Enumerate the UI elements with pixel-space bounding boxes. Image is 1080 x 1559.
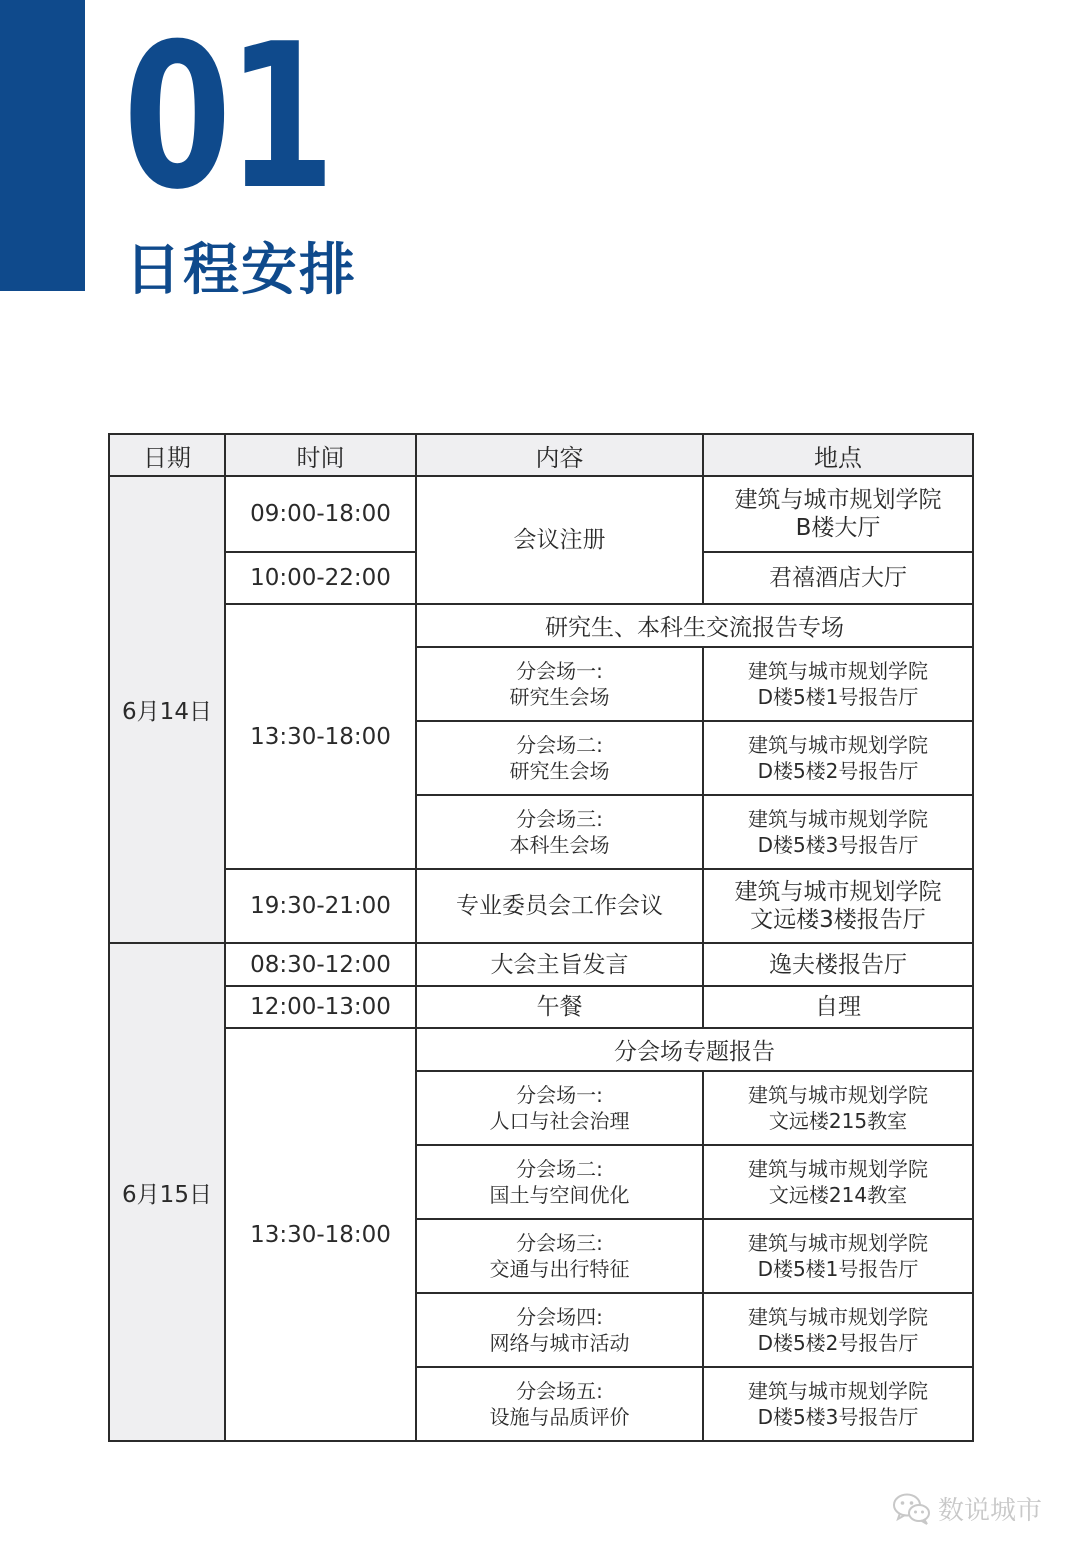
venue-cell: 逸夫楼报告厅 [703,943,973,986]
venue-cell [703,1367,973,1441]
session-name [416,1219,703,1293]
header-content: 内容 [416,434,703,476]
venue-cell [703,476,973,552]
date-cell: 6月14日 [109,476,225,943]
venue-line: 建筑与城市规划学院 [748,1305,928,1329]
section-title: 日程安排 [125,238,357,303]
time-cell: 19:30-21:00 [225,869,416,943]
venue-line: 文远楼3楼报告厅 [750,907,926,933]
venue-line: D楼5楼1号报告厅 [757,1257,919,1281]
session-topic: 研究生会场 [509,759,610,783]
session-topic: 网络与城市活动 [489,1331,630,1355]
session-name [416,721,703,795]
venue-line: 文远楼214教室 [768,1183,908,1207]
venue-line: 建筑与城市规划学院 [748,1231,928,1255]
venue-cell [703,1219,973,1293]
section-number: 01 [123,1,331,234]
session-label: 分会场五: [516,1379,603,1403]
watermark-text: 数说城市 [938,1496,1043,1526]
table-row [109,604,973,647]
venue-cell: 君禧酒店大厅 [703,552,973,604]
wechat-icon [892,1492,932,1526]
session-name [416,647,703,721]
venue-line: 建筑与城市规划学院 [734,487,942,513]
session-label: 分会场二: [516,1157,603,1181]
header-time: 时间 [225,434,416,476]
venue-line: D楼5楼3号报告厅 [757,833,919,857]
venue-cell: 自理 [703,986,973,1028]
content-cell: 会议注册 [416,476,703,604]
session-topic: 研究生会场 [509,685,610,709]
venue-line: B楼大厅 [795,515,881,541]
session-topic: 设施与品质评价 [489,1405,630,1429]
header-date: 日期 [109,434,225,476]
venue-line: D楼5楼1号报告厅 [757,685,919,709]
session-block-title: 研究生、本科生交流报告专场 [416,604,973,647]
table-row [109,986,973,1028]
time-cell: 08:30-12:00 [225,943,416,986]
content-cell: 午餐 [416,986,703,1028]
session-name [416,1071,703,1145]
session-label: 分会场一: [516,1083,603,1107]
venue-cell [703,1071,973,1145]
header-venue: 地点 [703,434,973,476]
session-topic: 本科生会场 [509,833,610,857]
session-label: 分会场三: [516,1231,603,1255]
content-cell: 大会主旨发言 [416,943,703,986]
table-header-row [109,434,973,476]
time-cell: 13:30-18:00 [225,1028,416,1441]
venue-line: 建筑与城市规划学院 [748,1157,928,1181]
venue-line: 建筑与城市规划学院 [748,1379,928,1403]
accent-side-bar [0,0,85,291]
venue-line: D楼5楼2号报告厅 [757,1331,919,1355]
venue-line: 建筑与城市规划学院 [734,879,942,905]
venue-line: 建筑与城市规划学院 [748,807,928,831]
time-cell: 10:00-22:00 [225,552,416,604]
table-row [109,943,973,986]
session-label: 分会场二: [516,733,603,757]
session-topic: 交通与出行特征 [489,1257,630,1281]
session-label: 分会场三: [516,807,603,831]
venue-line: D楼5楼3号报告厅 [757,1405,919,1429]
session-topic: 人口与社会治理 [489,1109,630,1133]
venue-cell [703,869,973,943]
venue-line: 建筑与城市规划学院 [748,1083,928,1107]
session-name [416,1145,703,1219]
table-row [109,869,973,943]
session-name [416,1367,703,1441]
session-name [416,1293,703,1367]
time-cell: 09:00-18:00 [225,476,416,552]
session-block-title: 分会场专题报告 [416,1028,973,1071]
session-topic: 国土与空间优化 [489,1183,630,1207]
table-row [109,1028,973,1071]
venue-cell [703,1145,973,1219]
session-label: 分会场四: [516,1305,603,1329]
venue-cell [703,721,973,795]
venue-cell [703,795,973,869]
venue-line: 建筑与城市规划学院 [748,733,928,757]
venue-line: 建筑与城市规划学院 [748,659,928,683]
venue-line: 文远楼215教室 [768,1109,908,1133]
venue-cell [703,647,973,721]
session-label: 分会场一: [516,659,603,683]
venue-line: D楼5楼2号报告厅 [757,759,919,783]
date-cell: 6月15日 [109,943,225,1441]
venue-cell [703,1293,973,1367]
time-cell: 13:30-18:00 [225,604,416,869]
content-cell: 专业委员会工作会议 [416,869,703,943]
watermark [892,1490,1042,1527]
time-cell: 12:00-13:00 [225,986,416,1028]
schedule-table [108,433,974,1442]
session-name [416,795,703,869]
table-row [109,476,973,552]
